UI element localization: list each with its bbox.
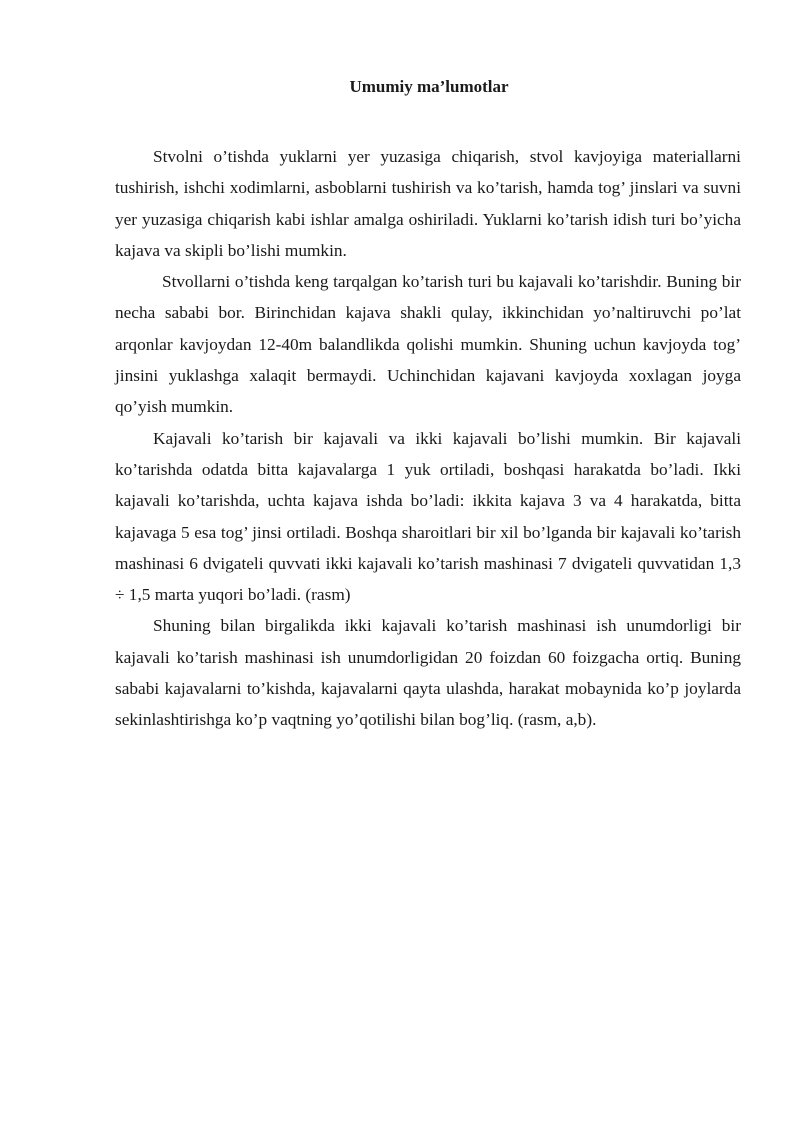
paragraph-2: Stvollarni o’tishda keng tarqalgan ko’tarish turi bu kajavali ko’tarishdir. Buning bir necha sababi bor. Birinchidan kajava shakli qulay, ikkinchidan yo’naltiruvchi po’lat arqonlar kavjoydan 12-40m balandlikda qolishi mumkin. Shuning uchun kavjoyda tog’ jinsini yuklashga xalaqit bermaydi. Uchinchidan kajavani kavjoyda xoxlagan joyga qo’yish mumkin. <box>115 272 741 417</box>
paragraph-3: Kajavali ko’tarish bir kajavali va ikki kajavali bo’lishi mumkin. Bir kajavali ko’tarishda odatda bitta kajavalarga 1 yuk ortiladi, boshqasi harakatda bo’ladi. Ikki kajavali ko’tarishda, uchta kajava ishda bo’ladi: ikkita kajava 3 va 4 harakatda, bitta kajavaga 5 esa tog’ jinsi ortiladi. Boshqa sharoitlari bir xil bo’lganda bir kajavali ko’tarish mashinasi 6 dvigateli quvvati ikki kajavali ko’tarish mashinasi 7 dvigateli quvvatidan 1,3 ÷ 1,5 marta yuqori bo’ladi. (rasm) <box>115 428 741 605</box>
document-body <box>115 141 741 736</box>
paragraph-1: Stvolni o’tishda yuklarni yer yuzasiga chiqarish, stvol kavjoyiga materiallarni tushirish, ishchi xodimlarni, asboblarni tushirish va ko’tarish, hamda tog’ jinslari va suvni yer yuzasiga chiqarish kabi ishlar amalga oshiriladi. Yuklarni ko’tarish idish turi bo’yicha kajava va skipli bo’lishi mumkin. <box>115 147 741 260</box>
paragraph-4: Shuning bilan birgalikda ikki kajavali ko’tarish mashinasi ish unumdorligi bir kajavali ko’tarish mashinasi ish unumdorligidan 20 foizdan 60 foizgacha ortiq. Buning sababi kajavalarni to’kishda, kajavalarni qayta ulashda, harakat mobaynida ko’p joylarda sekinlashtirishga ko’p vaqtning yo’qotilishi bilan bog’liq. (rasm, a,b). <box>115 616 741 730</box>
page-title: Umumiy ma’lumotlar <box>349 77 509 96</box>
